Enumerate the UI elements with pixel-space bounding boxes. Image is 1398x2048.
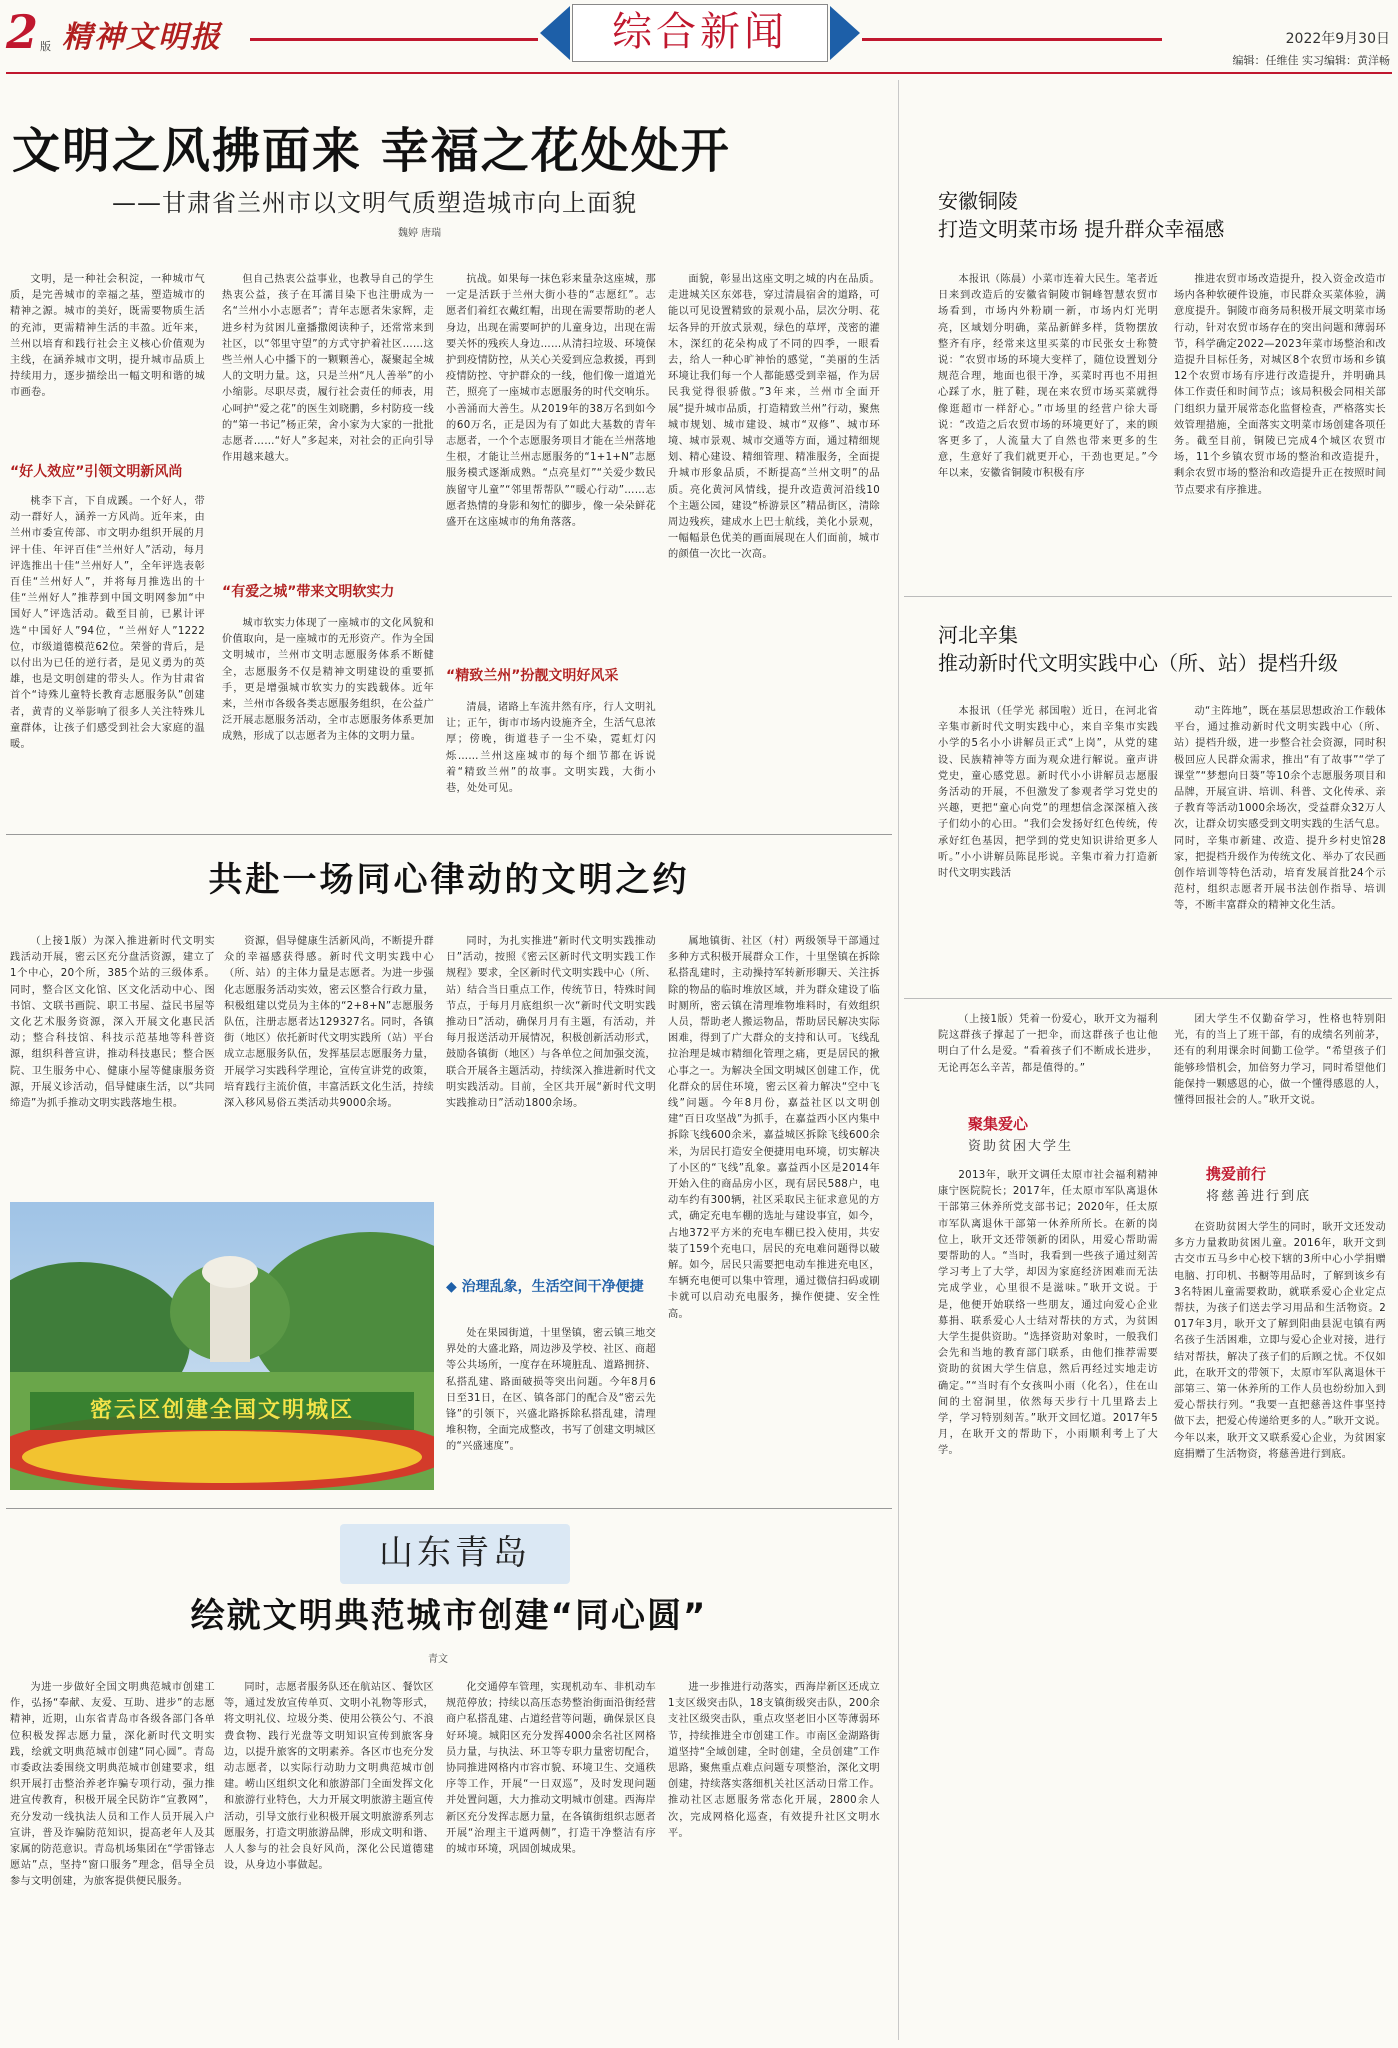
column-col2b: 在资助贫困大学生的同时，耿开文还发动多方力量救助贫困儿童。2016年，耿开文到古交市五马乡中心校下辖的3所中心小学捐赠电脑、打印机、书橱等用品时，了解到该乡有3名特困儿童需要救助，就联系爱心企业定点帮扶，为孩子们送去学习用品和生活物资。2017年3月，耿开文了解到阳曲县泥屯镇有两名孩子生活困难，立即与爱心企业对接，进行结对帮扶，解决了孩子们的后顾之忧。不仅如此，在耿开文的带领下，太原市军队离退休干部第三、第一休养所的工作人员也纷纷加入到爱心帮扶行列。“我要一直把慈善这件事坚持做下去，把爱心传递给更多的人。”耿开文说。今年以来，耿开文又联系爱心企业，为贫困家庭捐赠了生活物资，将慈善进行到底。 bbox=[1174, 1222, 1386, 1460]
qingdao-byline: 青文 bbox=[428, 1654, 448, 1665]
lanzhou-head2: “有爱之城”带来文明软实力 bbox=[222, 584, 395, 600]
hebei-divider bbox=[904, 998, 1392, 999]
masthead-bar-left bbox=[250, 38, 538, 41]
anhui-divider bbox=[904, 596, 1392, 597]
issue-date: 2022年9月30日 bbox=[1285, 31, 1390, 47]
paper-name: 精神文明报 bbox=[62, 20, 222, 55]
headline-lanzhou: 文明之风拂面来 幸福之花处处开 bbox=[12, 123, 731, 179]
section-divider bbox=[6, 834, 892, 835]
column-intro2: 团大学生不仅勤奋学习，性格也特别阳光，有的当上了班干部，有的成绩名列前茅，还有的利用课余时间勤工俭学。“希望孩子们能够珍惜机会，加倍努力学习，同时希望他们能保持一颗感恩的心，做一个懂得感恩的人，懂得回报社会的人。”耿开文说。 bbox=[1174, 1014, 1386, 1107]
gongfu-col2: 资源，倡导健康生活新风尚，不断提升群众的幸福感获得感。新时代文明实践中心（所、站）的主体力量是志愿者。为进一步强化志愿服务活动实效，密云区整合行政力量，积极组建以党员为主体的“2+8+N”志愿服务队伍，注册志愿者达129327名。同时，各镇街（地区）依托新时代文明实践所（站）平台成立志愿服务队伍，发挥基层志愿服务力量，开展学习实践科学理论，宣传宣讲党的政策，培育践行主流价值，丰富活跃文化生活，持续深入移风易俗五类活动共9000余场。 bbox=[224, 936, 434, 1110]
hebei-col1: 本报讯（任学光 郝国啦）近日，在河北省辛集市新时代文明实践中心，来自辛集市实践小学的5名小小讲解员正式“上岗”，从党的建设、民族精神等方面为观众进行解说。童声讲党史，童心感党恩。新时代小小讲解员志愿服务活动的开展，不但激发了参观者学习党史的兴趣，更把“童心向党”的理想信念深深植入孩子们幼小的心田。“我们会发扬好红色传统，传承好红色基因，把学到的党史知识讲给更多人听。”小小讲解员陈昆彤说。辛集市着力打造新时代文明实践活 bbox=[938, 706, 1158, 880]
column-head2: 携爱前行 bbox=[1206, 1165, 1267, 1183]
masthead bbox=[0, 0, 1398, 80]
qingdao-col3: 化交通停车管理，实现机动车、非机动车规范停放；持续以高压态势整治街面沿街经营商户私搭乱建、占道经营等问题，确保景区良好环境。城阳区充分发挥4000余名社区网格员力量，与执法、环卫等专职力量密切配合，协同推进网格内市容市貌、环境卫生、交通秩序等工作，开展“一日双巡”，及时发现问题并处置问题，大力推动文明城市创建。西海岸新区充分发挥志愿力量，在各镇街组织志愿者开展“治理主干道两侧”，打造干净整洁有序的城市环境，巩固创城成果。 bbox=[446, 1682, 656, 1856]
lanzhou-col2b: 城市软实力体现了一座城市的文化风貌和价值取向，是一座城市的无形资产。作为全国文明城市，兰州市文明志愿服务体系不断健全，志愿服务不仅是精神文明建设的重要抓手，更是增强城市软实力的实践载体。近年来，兰州市各级各类志愿服务组织，在公益广泛开展志愿服务活动，全市志愿服务体系更加成熟，形成了以志愿者为主体的文明力量。 bbox=[222, 618, 434, 743]
gongfu-col3b: 处在果园街道，十里堡镇，密云镇三地交界处的大盛北路，周边涉及学校、社区、商超等公共场所，一度存在环境脏乱、道路拥挤、私搭乱建、路面破损等突出问题。今年8月6日至31日，在区、镇各部门的配合及“密云先锋”的引领下，兴盛北路拆除私搭乱建，清理堆积物，全面完成整改，书写了创建文明城区的“兴盛速度”。 bbox=[446, 1328, 656, 1453]
hebei-title: 推动新时代文明实践中心（所、站）提档升级 bbox=[938, 651, 1338, 675]
news-photo bbox=[10, 1202, 434, 1490]
qingdao-col1: 为进一步做好全国文明典范城市创建工作，弘扬“奉献、友爱、互助、进步”的志愿精神，近期，山东省青岛市各级各部门各单位积极发挥志愿力量，深化新时代文明实践，绘就文明典范城市创建“同心圆”。青岛市委政法委围绕文明典范城市创建要求，组织开展打击整治养老诈骗专项行动，强力推进宣传教育，积极开展全民防诈“宣教网”，充分发动一线执法人员和工作人员开展入户宣讲，普及诈骗防范知识，提高老年人及其家属的防范意识。青岛机场集团在“学雷锋志愿站”点，坚持“窗口服务”理念，倡导全员参与文明创建，为旅客提供便民服务。 bbox=[10, 1682, 215, 1888]
qingdao-title: 绘就文明典范城市创建“同心圆” bbox=[190, 1596, 708, 1636]
column-head1-sub: 资助贫困大学生 bbox=[968, 1139, 1074, 1154]
masthead-bar-right bbox=[862, 38, 1162, 41]
column-head2-sub: 将慈善进行到底 bbox=[1206, 1189, 1312, 1204]
page-number-label: 版 bbox=[40, 40, 51, 53]
lanzhou-head1: “好人效应”引领文明新风尚 bbox=[10, 464, 183, 480]
lanzhou-col3b: 清晨，诸路上车流井然有序，行人文明礼让；正午，街市市场内设施齐全，生活气息浓厚；傍晚，街道巷子一尘不染，霓虹灯闪烁……兰州这座城市的每个细节都在诉说着“精致兰州”的故事。文明实践，大街小巷，处处可见。 bbox=[446, 702, 656, 795]
lanzhou-head3: “精致兰州”扮靓文明好风采 bbox=[446, 668, 619, 684]
section-name: 综合新闻 bbox=[612, 9, 788, 55]
subhead-lanzhou: ——甘肃省兰州市以文明气质塑造城市向上面貌 bbox=[112, 189, 637, 217]
gongfu-col1: （上接1版）为深入推进新时代文明实践活动开展，密云区充分盘活资源，建立了1个中心，20个所，385个站的三级体系。同时，整合区文化馆、区文化活动中心、图书馆、文联书画院、职工书屋、益民书屋等文化艺术服务资源，深入开展文化惠民活动；整合科技馆、科技示范基地等科普资源，组织科普宣讲，推动科技惠民；整合医院、卫生服务中心、健康小屋等健康服务资源，开展义诊活动，倡导健康生活，以“共同缔造”为抓手推动文明实践落地生根。 bbox=[10, 936, 215, 1110]
lanzhou-col3: 抗战。如果每一抹色彩来量杂这座城，那一定是活跃于兰州大街小巷的“志愿红”。志愿者们着红衣戴红帽，出现在需要帮助的老人身边，出现在需要呵护的儿童身边，出现在需要关怀的残疾人身边……从清扫垃圾、环境保护到疫情防控，从关心关爱到应急救援，再到疫情防控、守护群众的一线，他们像一道道光芒，照亮了一座城市志愿服务的时代交响乐。小善涌而大善生。从2019年的38万名到如今的60万名，正是因为有了如此大基数的青年志愿者，一个个志愿服务项目才能在兰州落地生根，才能让兰州志愿服务的“1+1+N”志愿服务模式逐渐成熟。“点亮星灯”“关爱少数民族留守儿童”“邻里帮帮队”“暖心行动”……志愿者热情的身影和匆忙的脚步，像一朵朵鲜花盛开在这座城市的角角落落。 bbox=[446, 274, 656, 529]
anhui-col2: 推进农贸市场改造提升，投入资金改造市场内各种软硬件设施，市民群众买菜体验，满意度提升。铜陵市商务局积极开展文明菜市场行动，针对农贸市场存在的突出问题和薄弱环节，科学确定2022—2023年菜市场整治和改造提升目标任务，对城区8个农贸市场和乡镇12个农贸市场有序进行改造提升，并明确具体工作责任和时间节点；该局积极会同相关部门组织力量开展常态化监督检查，严格落实长效管理措施，全面落实文明菜市场创建各项任务。截至目前，铜陵已完成4个城区农贸市场，11个乡镇农贸市场的整治和改造提升，剩余农贸市场的整治和改造提升正在按照时间节点要求有序推进。 bbox=[1174, 274, 1386, 496]
arrow-right-icon bbox=[830, 6, 860, 60]
lanzhou-col4: 面貌，彰显出这座文明之城的内在品质。走进城关区东郊巷，穿过清晨宿舍的道路，可能以可见设置精致的景观小品，层次分明、花坛各异的开放式景观，绿色的草坪，茂密的灌木，深红的花朵构成了不同的四季，一眼看去，给人一种心旷神怡的感觉，“美丽的生活环境让我们每一个人都能感受到幸福，作为居民我觉得很骄傲。”3年来，兰州市全面开展“提升城市品质，打造精致兰州”行动，聚焦城市规划、城市建设、城市“双修”、城市环境、城市景观、城市交通等方面，通过精细规划、精心建设、精细管理、精准服务，全面提升城市形象品质，不断提高“兰州文明”的品质。亮化黄河风情线，提升改造黄河沿线10个主题公园，建设“桥游景区”精品街区，清除周边残疾，建成水上巴士航线，美化小景观，一幅幅景色优美的画面展现在人们面前，城市的颜值一次比一次高。 bbox=[668, 274, 880, 561]
anhui-title: 打造文明菜市场 提升群众幸福感 bbox=[938, 217, 1225, 241]
gongfu-col3: 同时，为扎实推进“新时代文明实践推动日”活动，按照《密云区新时代文明实践工作规程》要求，全区新时代文明实践中心（所、站）结合当日重点工作，传统节日，特殊时间节点，于每月月底组织一次“新时代文明实践推动日”活动，确保月月有主题，有活动，并每月报送活动开展情况，积极创新活动形式，鼓励各镇街（地区）与各单位之间加强交流，联合开展各主题活动，持续深入推进新时代文明实践活动。目前，全区共开展“新时代文明实践推动日”活动1800余场。 bbox=[446, 936, 656, 1110]
gongfu-divider bbox=[6, 1508, 892, 1509]
editor-line: 编辑：任维佳 实习编辑：黄洋畅 bbox=[1232, 54, 1390, 67]
gongfu-title: 共赴一场同心律动的文明之约 bbox=[208, 860, 690, 900]
column-head1: 聚集爱心 bbox=[968, 1115, 1029, 1133]
lanzhou-col1b: 桃李下言，下自成蹊。一个好人，带动一群好人，涵养一方风尚。近年来，由兰州市委宣传部、市文明办组织开展的月评十佳、年评百佳“兰州好人”活动，每月评选推出十佳“兰州好人”，全年评选表彰百佳“兰州好人”，并将每月推选出的十佳“兰州好人”推荐到中国文明网参加“中国好人”评选活动。截至目前，已累计评选“中国好人”94位，“兰州好人”1222位，市级道德模范62位。荣誉的背后，是以付出为已任的逆行者，是见义勇为的英雄，也是文明创建的带头人。作为甘肃省首个“诗殊儿童特长教育志愿服务队”创建者，黄青的义举影响了很多人关注特殊儿童群体，让孩子们感受到社会大家庭的温暖。 bbox=[10, 496, 205, 751]
lanzhou-col1: 文明，是一种社会积淀，一种城市气质，是完善城市的幸福之基，塑造城市的精神之源。城市的美好，既需要物质生活的充沛，更需精神生活的丰盈。近年来，兰州以培育和践行社会主义核心价值观为主线，在涵养城市文明，提升城市品质上持续用力，逐步描绘出一幅文明和谐的城市画卷。 bbox=[10, 274, 205, 399]
column-divider bbox=[898, 80, 899, 2040]
column-col1b: 2013年，耿开文调任太原市社会福利精神康宁医院院长；2017年，任太原市军队离退休干部第三休养所党支部书记；2020年，任太原市军队离退休干部第一休养所所长。在新的岗位上，耿开文还带领新的团队，用爱心帮助需要帮助的人。“当时，我看到一些孩子通过刻苦学习考上了大学，却因为家庭经济困难而无法完成学业，心里很不是滋味。”耿开文说。于是，他便开始联络一些朋友，通过向爱心企业募捐、联系爱心人士结对帮扶的方式，为贫困大学生提供资助。“选择资助对象时，一般我们会先和当地的教育部门联系，由他们推荐需要资助的贫困大学生信息，然后再经过实地走访确定。”“当时有个女孩叫小雨（化名），住在山间的土窑洞里，依然每天步行十几里路去上学，学习特别刻苦。”耿开文回忆道。2017年5月，在耿开文的帮助下，小雨顺利考上了大学。 bbox=[938, 1170, 1158, 1457]
anhui-kicker: 安徽铜陵 bbox=[938, 189, 1018, 213]
qingdao-kicker: 山东青岛 bbox=[379, 1533, 531, 1573]
byline-lanzhou: 魏婷 唐瑞 bbox=[398, 228, 442, 239]
photo-caption: 密云区创建全国文明城区 bbox=[89, 1398, 354, 1423]
anhui-col1: 本报讯（陈晨）小菜市连着大民生。笔者近日来到改造后的安徽省铜陵市铜峰智慧农贸市场看到，市场内外粉刷一新，市场内灯光明亮，区域划分明确，菜品新鲜多样，货物摆放整齐有序，经常来这里买菜的市民张女士称赞说：“农贸市场的环境大变样了，随位设置划分规范合理，地面也很干净，买菜时再也不用担心踩了水，脏了鞋，现在来农贸市场买菜就得像逛超市一样舒心。”市场里的经营户徐大哥说：“改造之后农贸市场的环境更好了，来的顾客更多了，人流量大了自然也带来更多的生意，生意好了我们就更开心，干劲也更足。”今年以来，安徽省铜陵市积极有序 bbox=[938, 274, 1158, 480]
lanzhou-col2: 但自己热衷公益事业，也教导自己的学生热衷公益，孩子在耳濡目染下也注册成为一名“兰州小小志愿者”；青年志愿者朱家辉，走进乡村为贫困儿童播撒阅读种子，还常常来到社区，以“邻里守望”的方式守护着社区……这些兰州人心中播下的一颗颗善心，凝聚起全城人的文明力量。这，只是兰州“凡人善举”的小小缩影。尽职尽责，履行社会责任的师表，用心呵护“爱之花”的医生刘晓鹏，乡村防疫一线的“第一书记”杨正荣，舍小家为大家的一批批志愿者……“好人”多起来，对社会的正向引导作用越来越大。 bbox=[222, 274, 434, 464]
gongfu-head: ◆ 治理乱象，生活空间干净便捷 bbox=[446, 1279, 644, 1295]
hebei-col2: 动“主阵地”，既在基层思想政治工作载体平台，通过推动新时代文明实践中心（所、站）提档升级，进一步整合社会资源，同时积极回应人民群众需求，推出“有了故事”“学了课堂”“梦想向日葵”等10余个志愿服务项目和品牌，开展宣讲、培训、科普、文化传承、亲子教育等活动1000余场次，受益群众32万人次，让群众切实感受到文明实践的生活气息。同时，辛集市新建、改造、提升乡村史馆28家，把提档升级作为传统文化、举办了农民画创作培训等特色活动，培育发展首批24个示范村，组织志愿者开展书法创作指导、培训等，不断丰富群众的精神文化生活。 bbox=[1174, 706, 1386, 912]
arrow-left-icon bbox=[540, 6, 570, 60]
qingdao-col4: 进一步推进行动落实，西海岸新区还成立1支区级突击队，18支镇街级突击队，200余支社区级突击队，重点攻坚老旧小区等薄弱环节，持续推进全市创建工作。市南区金湖路街道坚持“全域创建，全时创建，全员创建”工作思路，聚焦重点难点问题专项整治，深化文明创建，持续落实落细机关社区活动日常工作。推动社区志愿服务常态化开展，2800余人次，完成网格化巡查，有效提升社区文明水平。 bbox=[668, 1682, 880, 1839]
qingdao-col2: 同时，志愿者服务队还在航站区、餐饮区等，通过发放宣传单页、文明小礼物等形式，将文明礼仪、垃圾分类、使用公筷公勺、不浪费食物、践行光盘等文明知识宣传到旅客身边，以提升旅客的文明素养。各区市也充分发动志愿者，以实际行动助力文明典范城市创建。崂山区组织文化和旅游部门全面发挥文化和旅游行业特色，大力开展文明旅游主题宣传活动，引导文旅行业积极开展文明旅游系列志愿服务，打造文明旅游品牌，形成文明和谐、人人参与的社会良好风尚，深化公民道德建设，从身边小事做起。 bbox=[224, 1682, 434, 1872]
column-intro1: （上接1版）凭着一份爱心，耿开文为福利院这群孩子撑起了一把伞，而这群孩子也让他明白了什么是爱。“看着孩子们不断成长进步，无论再怎么辛苦，都是值得的。” bbox=[938, 1014, 1158, 1074]
masthead-rule bbox=[6, 72, 1392, 74]
page-number: 2 bbox=[6, 5, 39, 59]
hebei-kicker: 河北辛集 bbox=[938, 623, 1018, 647]
gongfu-col4: 属地镇街、社区（村）两级领导干部通过多种方式积极开展群众工作，十里堡镇在拆除私搭乱建时，主动操持军转新形聊天、关注拆除的物品的临时堆放区域，并为群众建设了临时厕所，密云镇在清理堆物堆料时，有效组织人员，帮助老人搬运物品，帮助居民解决实际困难，得到了广大群众的支持和认可。飞线乱拉治理是城市精细化管理之痛，更是居民的揪心事之一。为解决全国文明城区创建工作，优化群众的居住环境，密云区着力解决“空中飞线”问题。今年8月份，嘉益社区以文明创建“百日攻坚战”为抓手，在嘉益西小区内集中拆除飞线600余米，嘉益城区拆除飞线600余米，为居民打造安全便捷用电环境，切实解决了小区的“飞线”乱象。嘉益西小区是2014年开始入住的商品房小区，现有居民588户，电动车约有300辆，社区采取民主征求意见的方式，确定充电车棚的选址与建设事宜，如今，占地372平方米的充电车棚已投入使用，共安装了159个充电口，居民的充电难问题得以破解。如今，居民只需要把电动车推进充电区，车辆充电便可以集中管理，通过微信扫码或刷卡就可以启动充电服务，操作便捷、安全性高。 bbox=[668, 936, 880, 1320]
